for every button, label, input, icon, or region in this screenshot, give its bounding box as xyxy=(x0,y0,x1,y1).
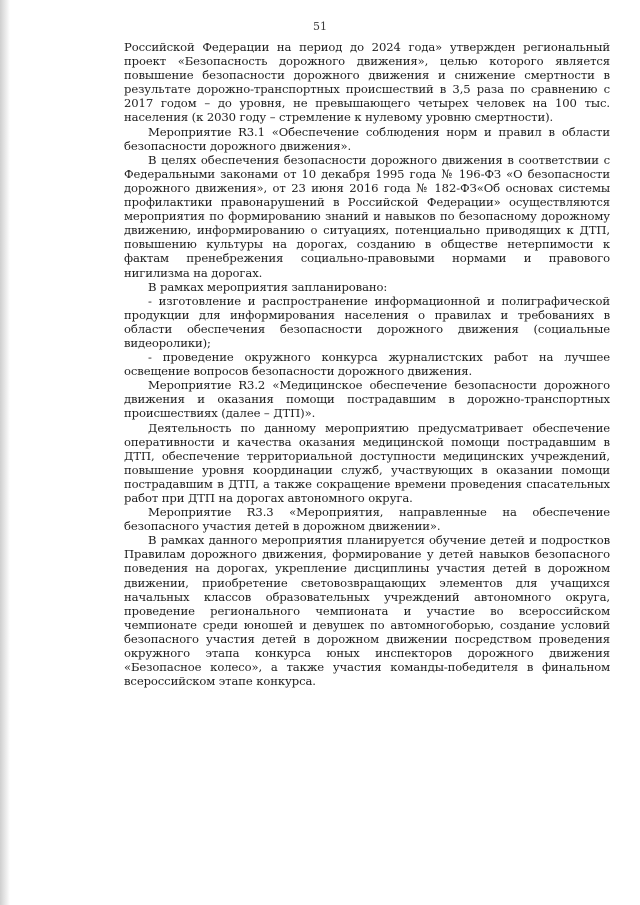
paragraph: Мероприятие R3.1 «Обеспечение соблюдения норм и правил в области безопасности дорожного движения». xyxy=(124,124,610,153)
list-item: - проведение окружного конкурса журналистских работ на лучшее освещение вопросов безопасности дорожного движения. xyxy=(124,350,610,379)
page-number: 51 xyxy=(313,20,327,33)
list-item: - изготовление и распространение информационной и полиграфической продукции для информирования населения о правилах и требованиях в области обеспечения безопасности дорожного движения (социальные видеоролики); xyxy=(124,293,610,350)
body-text xyxy=(124,40,610,688)
paragraph: Мероприятие R3.3 «Мероприятия, направленные на обеспечение безопасного участия детей в дорожном движении». xyxy=(124,505,610,534)
paragraph: В рамках мероприятия запланировано: xyxy=(148,279,388,294)
paragraph: Российской Федерации на период до 2024 года» утвержден региональный проект «Безопасность дорожного движения», целью которого является повышение безопасности дорожного движения и снижение смертности в результате дорожно-транспортных происшествий в 3,5 раза по сравнению с 2017 годом – до уровня, не превышающего четырех человек на 100 тыс. населения (к 2030 году – стремление к нулевому уровню смертности). xyxy=(124,40,610,125)
paragraph: В рамках данного мероприятия планируется обучение детей и подростков Правилам дорожного движения, формирование у детей навыков безопасного поведения на дорогах, укрепление дисциплины участия детей в дорожном движении, приобретение световозвращающих элементов для учащихся начальных классов образовательных учреждений автономного округа, проведение регионального чемпионата и участие во всероссийском чемпионате среди юношей и девушек по автомногоборью, создание условий безопасного участия детей в дорожном движении посредством проведения окружного этапа конкурса юных инспекторов дорожного движения «Безопасное колесо», а также участия команды-победителя в финальном всероссийском этапе конкурса. xyxy=(124,533,610,689)
paragraph: В целях обеспечения безопасности дорожного движения в соответствии с Федеральными законами от 10 декабря 1995 года № 196-ФЗ «О безопасности дорожного движения», от 23 июня 2016 года № 182-ФЗ«Об основах системы профилактики правонарушений в Российской Федерации» осуществляются мероприятия по формированию знаний и навыков по безопасному дорожному движению, информированию о ситуациях, потенциально приводящих к ДТП, повышению культуры на дорогах, созданию в обществе нетерпимости к фактам пренебрежения социально-правовыми нормами и правового нигилизма на дорогах. xyxy=(124,152,610,280)
paragraph: Мероприятие R3.2 «Медицинское обеспечение безопасности дорожного движения и оказания помощи пострадавшим в дорожно-транспортных происшествиях (далее – ДТП)». xyxy=(124,378,610,421)
scan-edge-shadow xyxy=(0,0,10,905)
paragraph: Деятельность по данному мероприятию предусматривает обеспечение оперативности и качества оказания медицинской помощи пострадавшим в ДТП, обеспечение территориальной доступности медицинских учреждений, повышение уровня координации служб, участвующих в оказании помощи пострадавшим в ДТП, а также сокращение времени проведения спасательных работ при ДТП на дорогах автономного округа. xyxy=(124,420,610,505)
